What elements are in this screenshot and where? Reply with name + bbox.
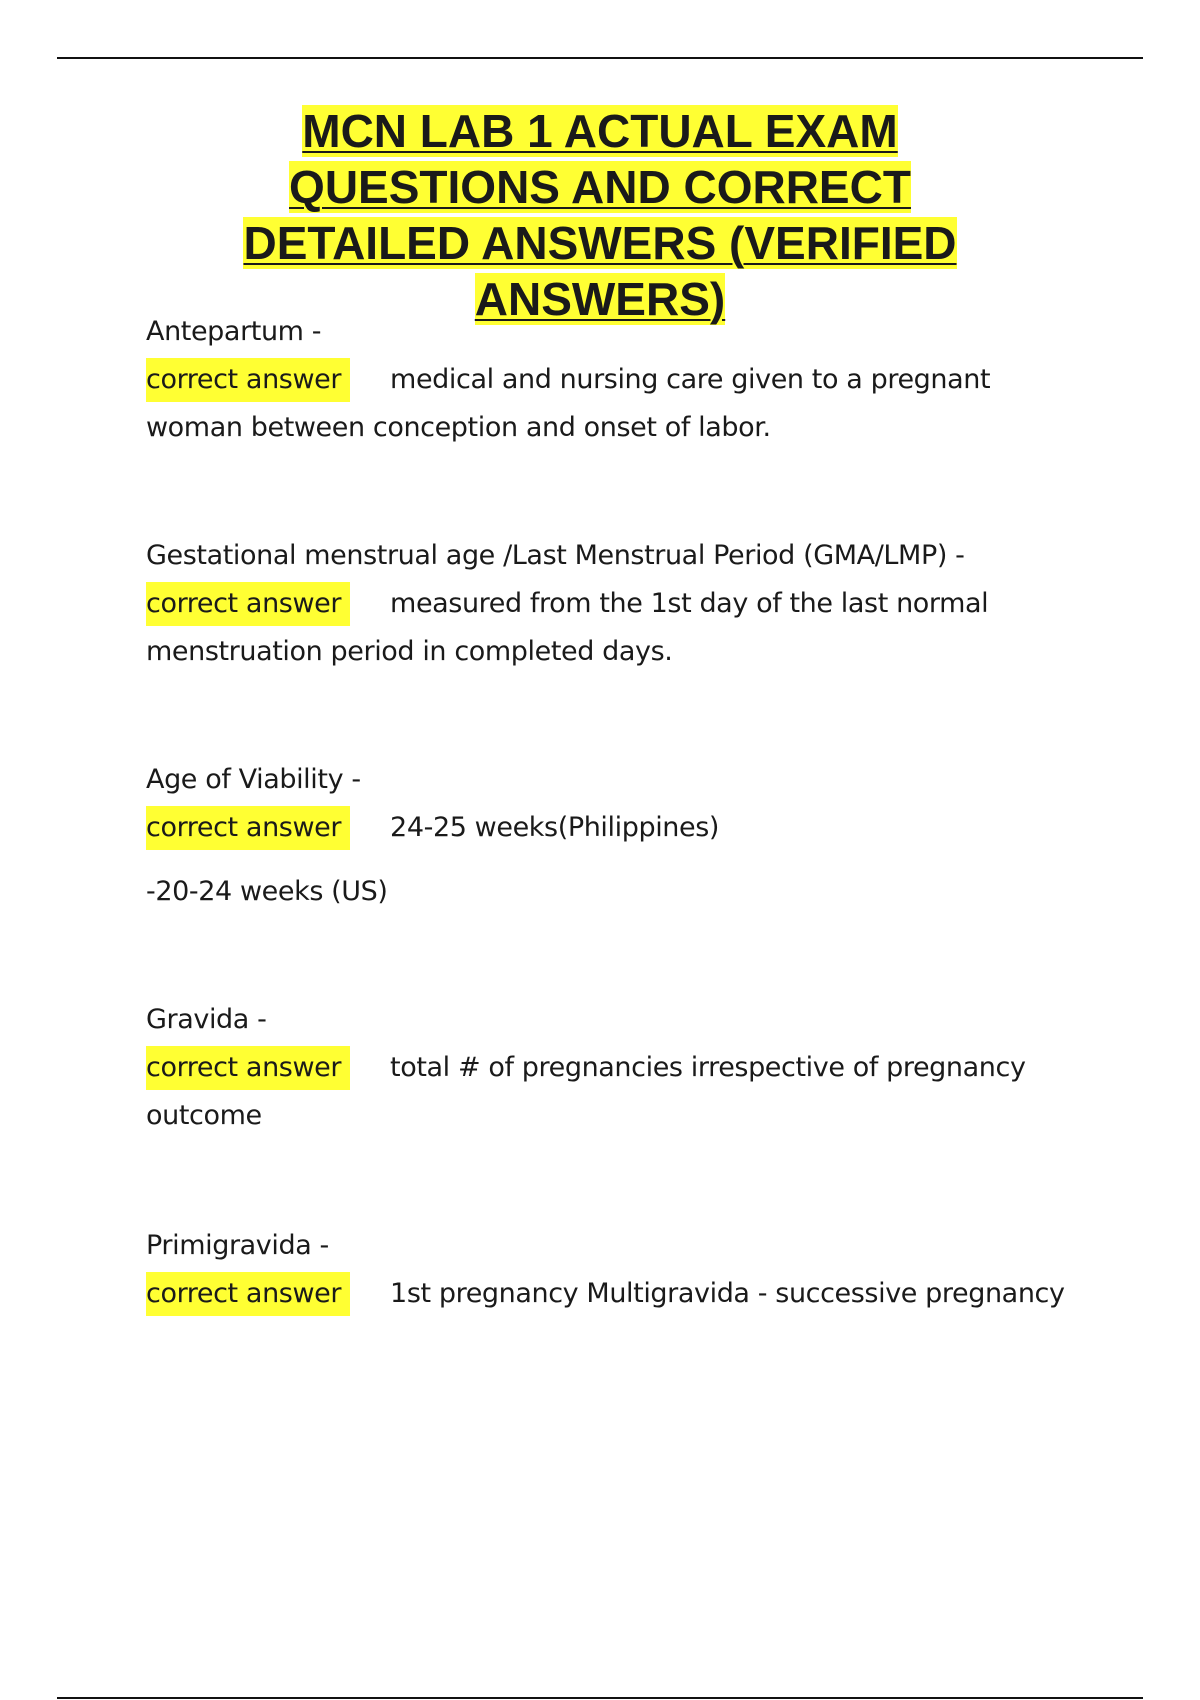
title-line-3: DETAILED ANSWERS (VERIFIED <box>243 216 957 269</box>
bottom-page-rule <box>57 1697 1143 1699</box>
answer-text: 1st pregnancy Multigravida - successive pregnancy <box>390 1278 1065 1309</box>
question-term: Gestational menstrual age /Last Menstrual Period (GMA/LMP) - <box>146 540 965 571</box>
question-term: Gravida - <box>146 1004 267 1035</box>
answer-extra-text: -20-24 weeks (US) <box>146 876 388 907</box>
answer-text: total # of pregnancies irrespective of pregnancy outcome <box>146 1052 1026 1131</box>
title-line-1: MCN LAB 1 ACTUAL EXAM <box>302 104 898 157</box>
qa-entry-gestational-age <box>146 532 1086 676</box>
correct-answer-tag: correct answer <box>146 582 350 626</box>
qa-entry-primigravida <box>146 1222 1086 1318</box>
question-term: Primigravida - <box>146 1230 329 1261</box>
qa-entry-gravida <box>146 996 1086 1140</box>
question-term: Age of Viability - <box>146 764 361 795</box>
qa-entry-age-of-viability <box>146 756 1086 916</box>
answer-text: measured from the 1st day of the last normal menstruation period in completed days. <box>146 588 989 667</box>
document-title <box>120 103 1080 327</box>
correct-answer-tag: correct answer <box>146 1046 350 1090</box>
correct-answer-tag: correct answer <box>146 806 350 850</box>
qa-entry-antepartum <box>146 308 1086 452</box>
answer-line <box>146 1044 1086 1140</box>
correct-answer-tag: correct answer <box>146 358 350 402</box>
answer-text: medical and nursing care given to a pregnant woman between conception and onset of labor. <box>146 364 991 443</box>
answer-line <box>146 804 1086 852</box>
answer-text: 24-25 weeks(Philippines) <box>390 812 720 843</box>
title-line-2: QUESTIONS AND CORRECT <box>289 160 911 213</box>
correct-answer-tag: correct answer <box>146 1272 350 1316</box>
title-line-4: ANSWERS) <box>474 272 726 325</box>
answer-line <box>146 580 1086 676</box>
top-page-rule <box>57 57 1143 59</box>
answer-line <box>146 356 1086 452</box>
answer-line <box>146 1270 1086 1318</box>
question-term: Antepartum - <box>146 316 322 347</box>
